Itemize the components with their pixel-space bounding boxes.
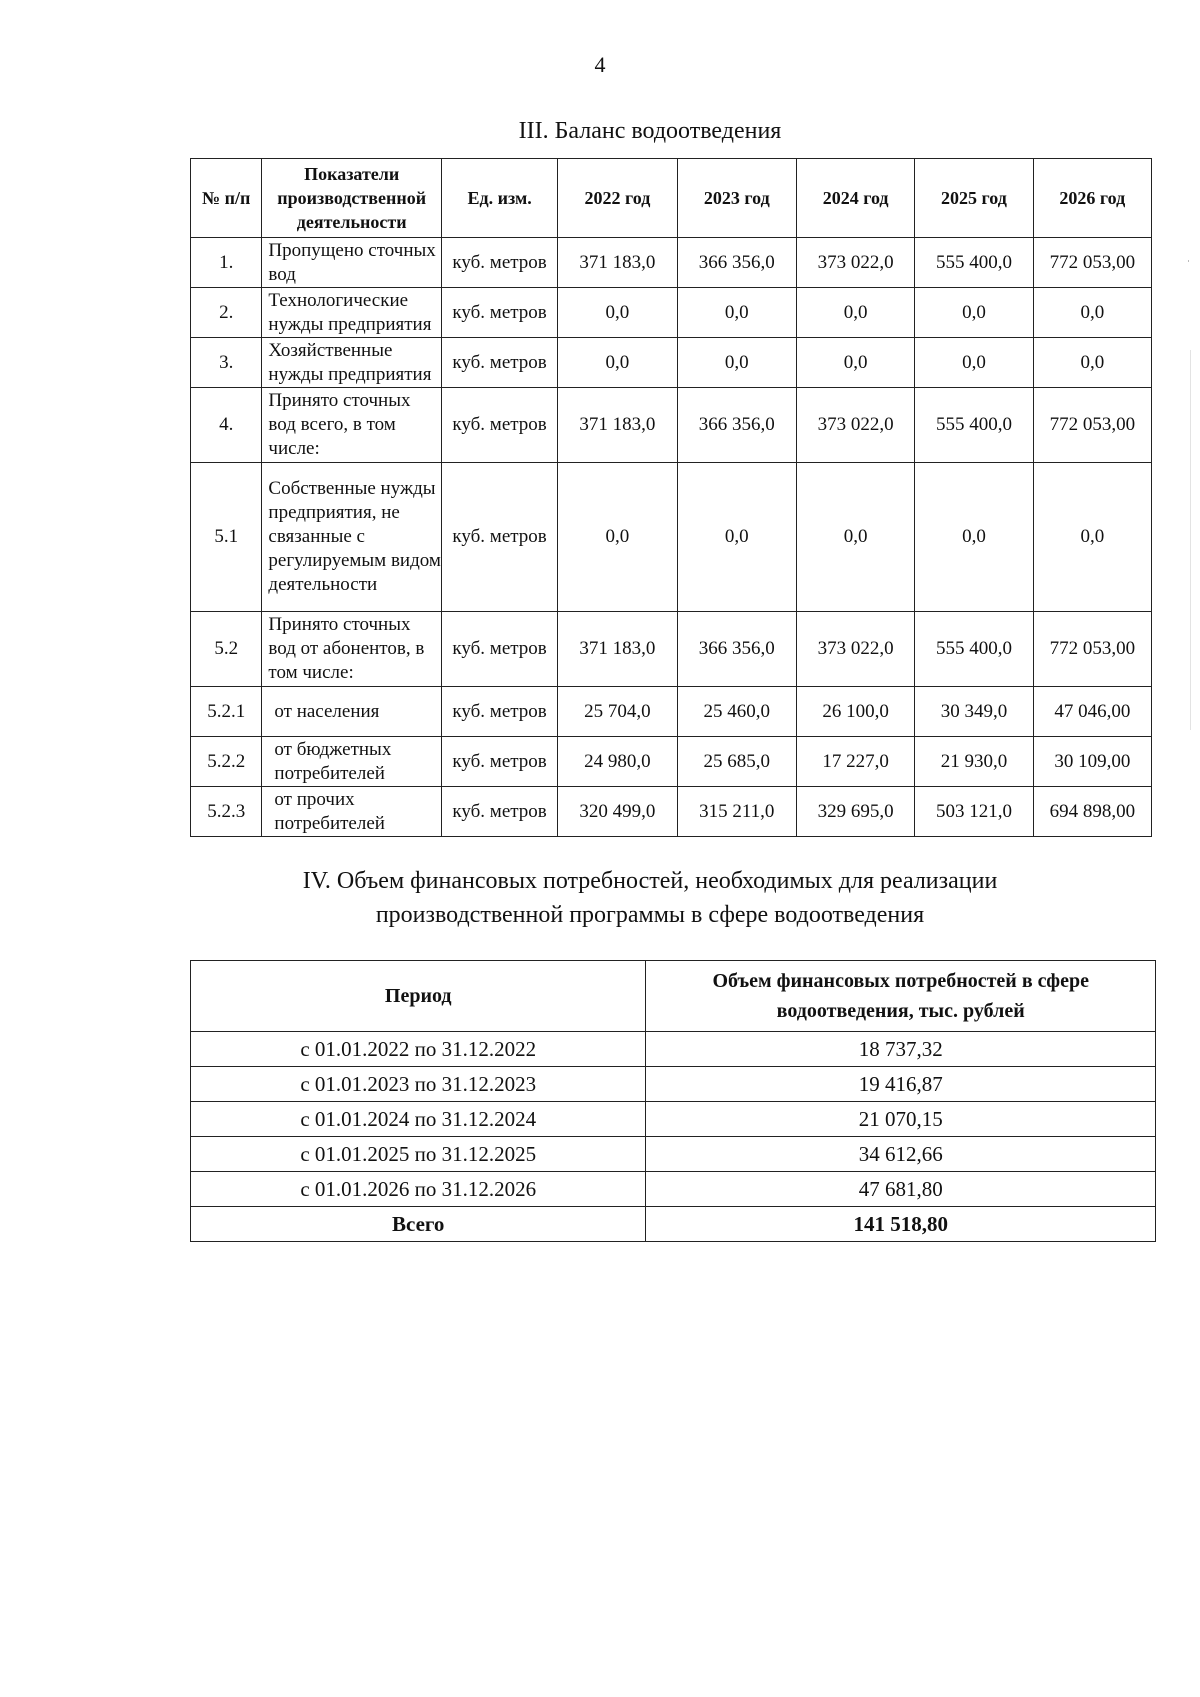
value-2023: 0,0 <box>677 338 796 388</box>
header-cell: Показатели производственной деятельности <box>262 159 442 238</box>
amount: 19 416,87 <box>646 1067 1156 1102</box>
value-2025: 21 930,0 <box>915 737 1033 787</box>
value-2026: 30 109,00 <box>1033 737 1151 787</box>
table-row <box>191 687 1152 737</box>
value-2025: 30 349,0 <box>915 687 1033 737</box>
table-header-row <box>191 961 1156 1032</box>
row-number: 5.2 <box>191 612 262 687</box>
value-2022: 0,0 <box>558 288 677 338</box>
table-row <box>191 238 1152 288</box>
page-number: 4 <box>594 52 606 77</box>
value-2023: 0,0 <box>677 463 796 612</box>
table-row <box>191 1137 1156 1172</box>
value-2025: 0,0 <box>915 288 1033 338</box>
indicator-name: Хозяйственные нужды предприятия <box>262 338 442 388</box>
value-2026: 772 053,00 <box>1033 388 1151 463</box>
period: с 01.01.2026 по 31.12.2026 <box>191 1172 646 1207</box>
row-number: 5.1 <box>191 463 262 612</box>
indicator-name: Принято сточных вод от абонентов, в том числе: <box>262 612 442 687</box>
table-row <box>191 1032 1156 1067</box>
table-row <box>191 737 1152 787</box>
header-cell: 2026 год <box>1033 159 1151 238</box>
value-2024: 0,0 <box>796 338 914 388</box>
unit: куб. метров <box>441 687 557 737</box>
indicator-name: от населения <box>262 687 442 737</box>
value-2026: 0,0 <box>1033 288 1151 338</box>
unit: куб. метров <box>441 463 557 612</box>
table-row <box>191 338 1152 388</box>
row-number: 3. <box>191 338 262 388</box>
unit: куб. метров <box>441 388 557 463</box>
value-2026: 772 053,00 <box>1033 612 1151 687</box>
indicator-name: Принято сточных вод всего, в том числе: <box>262 388 442 463</box>
value-2024: 17 227,0 <box>796 737 914 787</box>
table-row <box>191 388 1152 463</box>
total-label: Всего <box>191 1207 646 1242</box>
indicator-name: Технологические нужды предприятия <box>262 288 442 338</box>
period: с 01.01.2022 по 31.12.2022 <box>191 1032 646 1067</box>
value-2025: 555 400,0 <box>915 612 1033 687</box>
section-4-title-line-1: IV. Объем финансовых потребностей, необходимых для реализации <box>302 868 998 894</box>
row-number: 4. <box>191 388 262 463</box>
value-2024: 373 022,0 <box>796 238 914 288</box>
period: с 01.01.2023 по 31.12.2023 <box>191 1067 646 1102</box>
value-2025: 555 400,0 <box>915 238 1033 288</box>
value-2022: 24 980,0 <box>558 737 677 787</box>
row-number: 5.2.1 <box>191 687 262 737</box>
indicator-name: от бюджетных потребителей <box>262 737 442 787</box>
unit: куб. метров <box>441 787 557 837</box>
value-2023: 366 356,0 <box>677 388 796 463</box>
table-header-row <box>191 159 1152 238</box>
unit: куб. метров <box>441 238 557 288</box>
value-2024: 0,0 <box>796 288 914 338</box>
value-2024: 373 022,0 <box>796 612 914 687</box>
value-2025: 555 400,0 <box>915 388 1033 463</box>
header-cell: 2023 год <box>677 159 796 238</box>
unit: куб. метров <box>441 338 557 388</box>
amount: 18 737,32 <box>646 1032 1156 1067</box>
table-row <box>191 463 1152 612</box>
value-2025: 503 121,0 <box>915 787 1033 837</box>
value-2026: 0,0 <box>1033 338 1151 388</box>
period: с 01.01.2024 по 31.12.2024 <box>191 1102 646 1137</box>
section-3-title: III. Баланс водоотведения <box>518 118 782 144</box>
value-2025: 0,0 <box>915 463 1033 612</box>
table-row <box>191 288 1152 338</box>
table-row <box>191 1102 1156 1137</box>
value-2022: 371 183,0 <box>558 388 677 463</box>
section-4-title-line-2: производственной программы в сфере водоотведения <box>375 902 925 928</box>
table-row <box>191 1172 1156 1207</box>
value-2024: 329 695,0 <box>796 787 914 837</box>
unit: куб. метров <box>441 612 557 687</box>
unit: куб. метров <box>441 288 557 338</box>
value-2023: 0,0 <box>677 288 796 338</box>
table-row <box>191 612 1152 687</box>
section-4-title <box>50 864 1200 932</box>
value-2022: 0,0 <box>558 463 677 612</box>
row-number: 5.2.2 <box>191 737 262 787</box>
header-cell: 2025 год <box>915 159 1033 238</box>
value-2022: 371 183,0 <box>558 612 677 687</box>
scan-margin-mark <box>1188 260 1189 262</box>
value-2024: 0,0 <box>796 463 914 612</box>
value-2024: 26 100,0 <box>796 687 914 737</box>
unit: куб. метров <box>441 737 557 787</box>
value-2022: 320 499,0 <box>558 787 677 837</box>
value-2022: 25 704,0 <box>558 687 677 737</box>
financial-needs-table <box>190 960 1156 1242</box>
header-cell: № п/п <box>191 159 262 238</box>
indicator-name: Пропущено сточных вод <box>262 238 442 288</box>
scan-margin-mark <box>1190 350 1191 730</box>
value-2023: 25 460,0 <box>677 687 796 737</box>
indicator-name: от прочих потребителей <box>262 787 442 837</box>
total-row <box>191 1207 1156 1242</box>
value-2026: 772 053,00 <box>1033 238 1151 288</box>
amount: 34 612,66 <box>646 1137 1156 1172</box>
table-row <box>191 1067 1156 1102</box>
amount: 47 681,80 <box>646 1172 1156 1207</box>
value-2022: 371 183,0 <box>558 238 677 288</box>
value-2026: 694 898,00 <box>1033 787 1151 837</box>
water-disposal-balance-table <box>190 158 1152 837</box>
value-2022: 0,0 <box>558 338 677 388</box>
header-cell: Период <box>191 961 646 1032</box>
row-number: 1. <box>191 238 262 288</box>
table-row <box>191 787 1152 837</box>
value-2023: 315 211,0 <box>677 787 796 837</box>
value-2023: 366 356,0 <box>677 612 796 687</box>
indicator-name: Собственные нужды предприятия, не связанные с регулируемым видом деятельности <box>262 463 442 612</box>
value-2024: 373 022,0 <box>796 388 914 463</box>
header-cell: 2024 год <box>796 159 914 238</box>
value-2023: 366 356,0 <box>677 238 796 288</box>
row-number: 2. <box>191 288 262 338</box>
total-amount: 141 518,80 <box>646 1207 1156 1242</box>
header-cell: Ед. изм. <box>441 159 557 238</box>
header-cell: 2022 год <box>558 159 677 238</box>
value-2023: 25 685,0 <box>677 737 796 787</box>
header-cell: Объем финансовых потребностей в сфере водоотведения, тыс. рублей <box>646 961 1156 1032</box>
amount: 21 070,15 <box>646 1102 1156 1137</box>
row-number: 5.2.3 <box>191 787 262 837</box>
value-2025: 0,0 <box>915 338 1033 388</box>
period: с 01.01.2025 по 31.12.2025 <box>191 1137 646 1172</box>
value-2026: 0,0 <box>1033 463 1151 612</box>
value-2026: 47 046,00 <box>1033 687 1151 737</box>
